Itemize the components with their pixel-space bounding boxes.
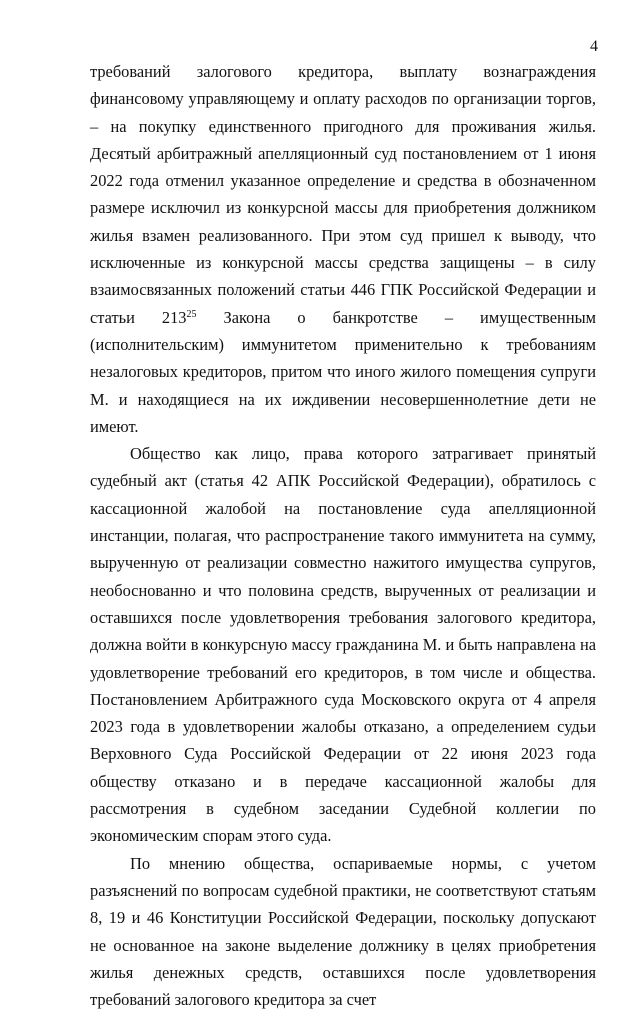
paragraph-continuation <box>90 58 596 440</box>
paragraph-text: Закона о банкротстве – имущественным (исполнительским) иммунитетом применительно к требованиям незалоговых кредиторов, притом что иного жилого помещения супруги М. и находящиеся на их иждивении несовершеннолетние дети не имеют. <box>90 307 596 436</box>
paragraph-text: требований залогового кредитора, выплату вознаграждения финансовому управляющему и оплату расходов по организации торгов, – на покупку единственного пригодного для проживания жилья. Десятый арбитражный апелляционный суд постановлением от 1 июня 2022 года отменил указанное определение и средства в обозначенном размере исключил из конкурсной массы для приобретения должником жилья взамен реализованного. При этом суд пришел к выводу, что исключенные из конкурсной массы средства защищены – в силу взаимосвязанных положений статьи 446 ГПК Российской Федерации и статьи 213 <box>90 62 596 327</box>
page-number: 4 <box>590 38 598 55</box>
footnote-superscript: 25 <box>186 308 197 320</box>
document-body <box>90 58 596 1013</box>
paragraph: Общество как лицо, права которого затрагивает принятый судебный акт (статья 42 АПК Российской Федерации), обратилось с кассационной жалобой на постановление суда апелляционной инстанции, полагая, что распространение такого иммунитета на сумму, вырученную от реализации совместно нажитого имущества супругов, необоснованно и что половина средств, вырученных от реализации и оставшихся после удовлетворения требования залогового кредитора, должна войти в конкурсную массу гражданина М. и быть направлена на удовлетворение требований его кредиторов, в том числе и общества. Постановлением Арбитражного суда Московского округа от 4 апреля 2023 года в удовлетворении жалобы отказано, а определением судьи Верховного Суда Российской Федерации от 22 июня 2023 года обществу отказано и в передаче кассационной жалобы для рассмотрения в судебном заседании Судебной коллегии по экономическим спорам этого суда. <box>90 444 596 846</box>
paragraph: По мнению общества, оспариваемые нормы, с учетом разъяснений по вопросам судебной практики, не соответствуют статьям 8, 19 и 46 Конституции Российской Федерации, поскольку допускают не основанное на законе выделение должнику в целях приобретения жилья денежных средств, оставшихся после удовлетворения требований залогового кредитора за счет <box>90 853 596 1010</box>
